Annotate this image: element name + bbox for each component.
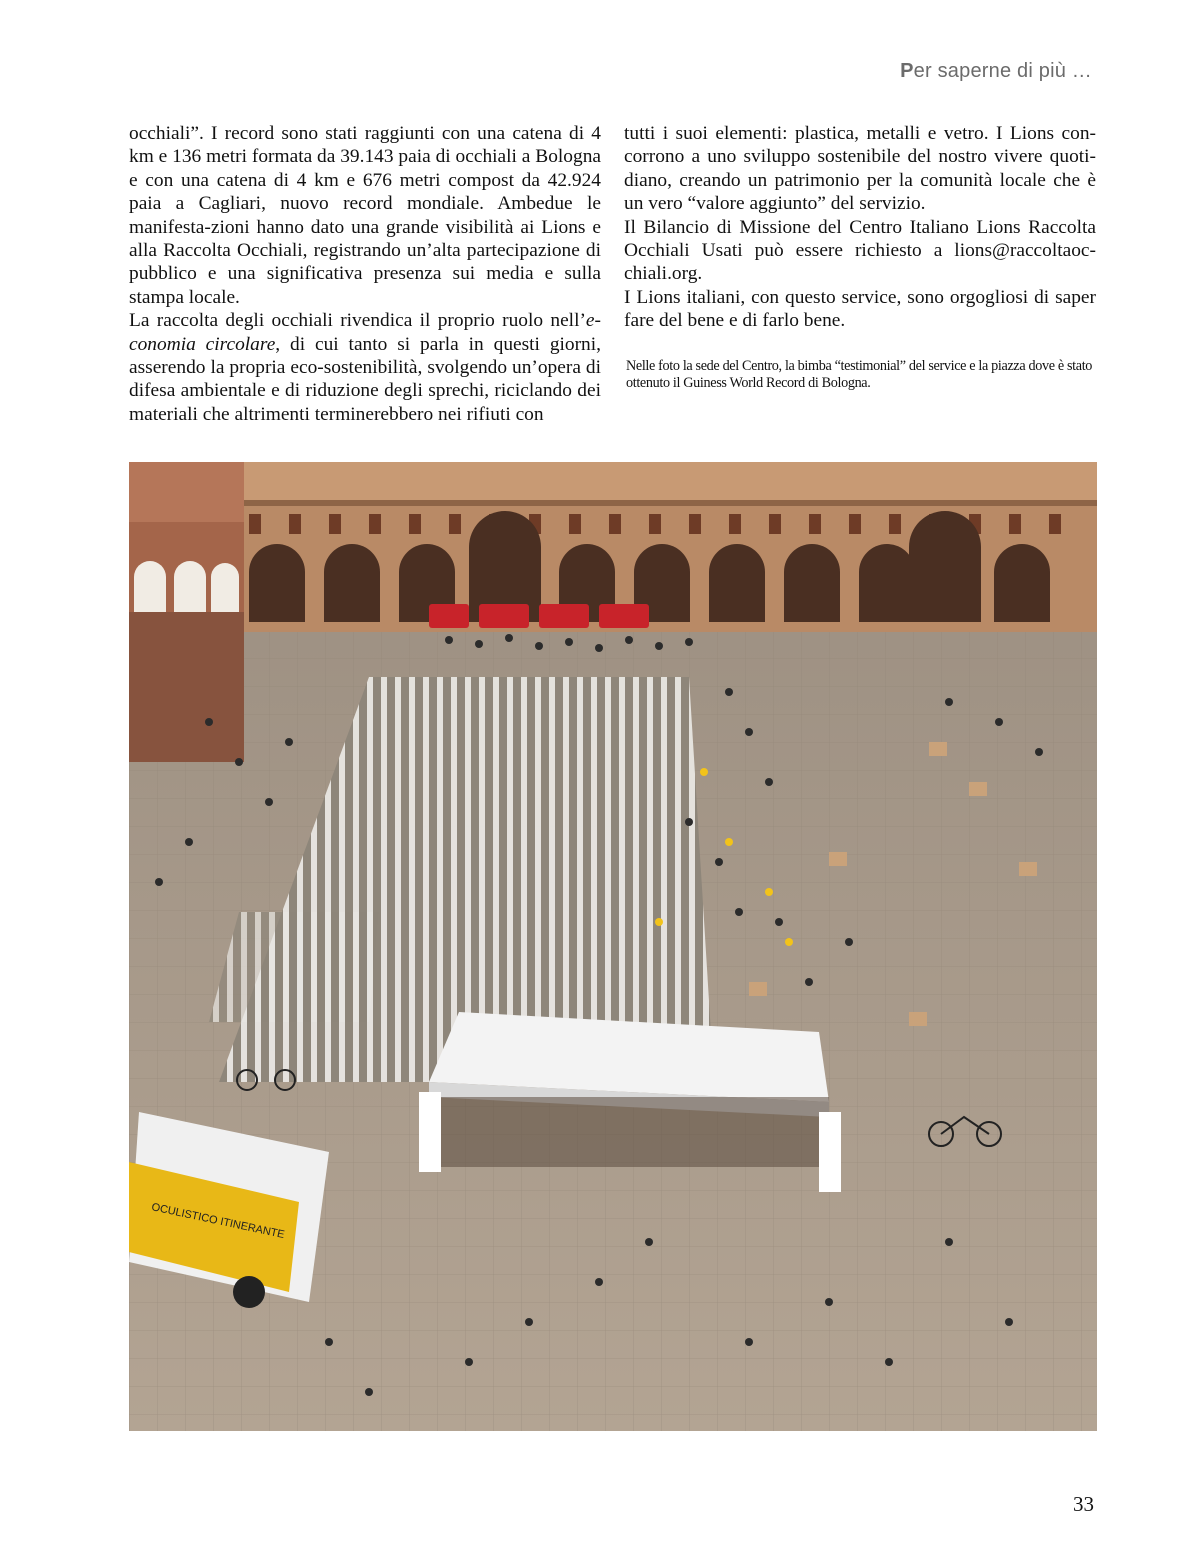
left-paragraph-2-italic: e-conomia circolare — [129, 310, 601, 355]
left-paragraph-2-end: , di cui tanto si parla in questi giorni, asserendo la propria eco-sostenibilità, svolgendo un’opera di difesa ambientale e di riduzione degli sprechi, riciclando dei materiali che altrimenti terminerebbero nei rifiuti con — [129, 333, 601, 425]
left-paragraph-1: occhiali”. I record sono stati raggiunti con una catena di 4 km e 136 metri formata da 39.143 paia di occhiali a Bologna e con una catena di 4 km e 676 metri compost da 42.924 paia a Cagliari, nuovo record mondiale. Ambedue le manifesta-zioni hanno dato una grande visibilità ai Lions e alla Raccolta Occhiali, registrando un’alta partecipazione di pubblico e una significativa presenza sui media e sulla stampa locale. — [129, 123, 601, 308]
left-paragraph-2-start: La raccolta degli occhiali rivendica il proprio ruolo nell’ — [129, 310, 586, 332]
running-header-text: er saperne di più … — [913, 60, 1092, 82]
right-paragraph-2: Il Bilancio di Missione del Centro Italiano Lions Raccolta Occhiali Usati può essere richiesto a lions@raccoltaoc-chiali.org. — [624, 216, 1096, 285]
left-column — [129, 122, 601, 426]
page-number: 33 — [1073, 1492, 1094, 1516]
piazza-photo-illustration — [129, 462, 1097, 1431]
running-header — [900, 60, 1092, 83]
running-header-initial: P — [900, 60, 914, 82]
right-paragraph-3: I Lions italiani, con questo service, sono orgogliosi di saper fare del bene e di farlo bene. — [624, 286, 1096, 332]
photo-caption-text: Nelle foto la sede del Centro, la bimba “testimonial” del service e la piazza dove è stato ottenuto il Guiness World Record di Bologna. — [626, 358, 1093, 391]
van-lettering: OCULISTICO ITINERANTE — [150, 1201, 286, 1242]
piazza-photo — [129, 462, 1097, 1431]
photo-caption — [626, 358, 1098, 392]
right-column — [624, 122, 1096, 333]
white-tent — [419, 1012, 841, 1192]
right-paragraph-1: tutti i suoi elementi: plastica, metalli e vetro. I Lions con-corrono a uno sviluppo sostenibile del nostro vivere quoti-diano, creando un patrimonio per la comunità locale che è un vero “valore aggiunto” del servizio. — [624, 123, 1096, 215]
mini-train — [429, 604, 649, 628]
left-paragraph-2 — [129, 309, 601, 426]
